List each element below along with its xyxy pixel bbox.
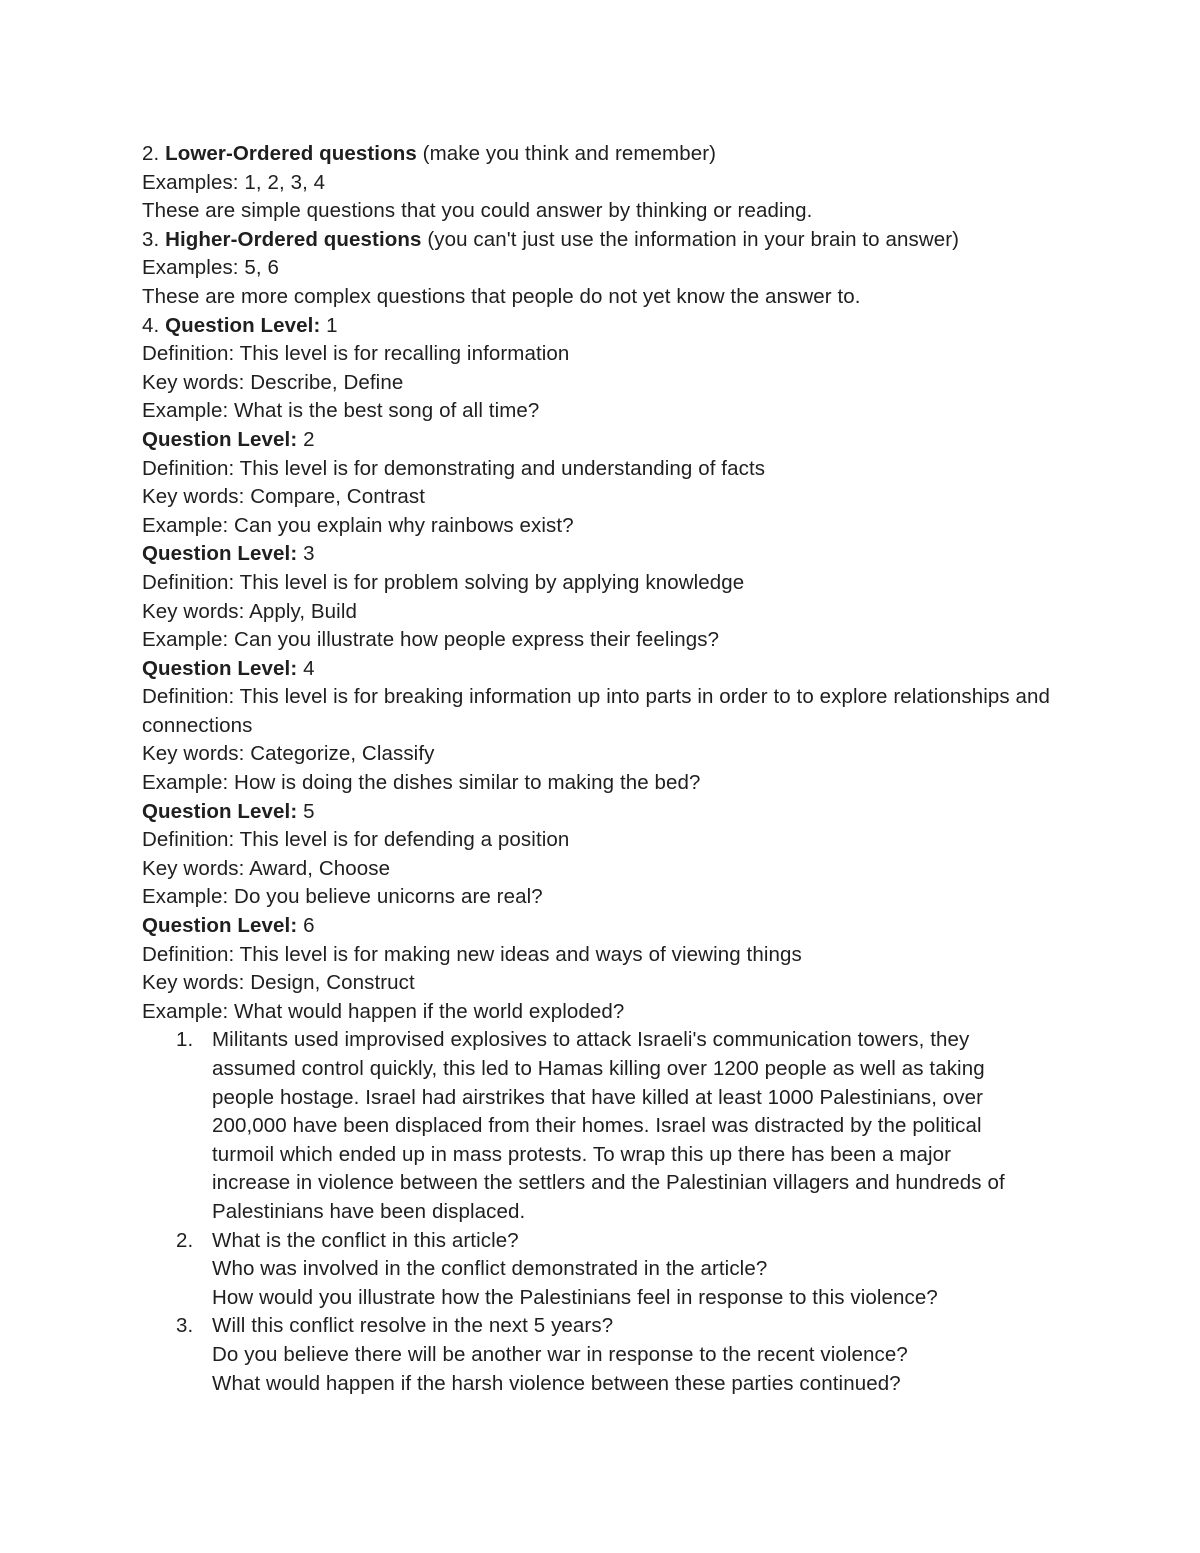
answer-line: How would you illustrate how the Palestinians feel in response to this violence? (212, 1285, 938, 1309)
higher-ordered-examples: Examples: 5, 6 (142, 256, 279, 280)
answer-line: increase in violence between the settlers and the Palestinian villagers and hundreds of (212, 1171, 1005, 1195)
section-title: Higher-Ordered questions (165, 227, 422, 251)
section-note: (make you think and remember) (422, 142, 717, 165)
list-number: 1. (176, 1028, 194, 1052)
question-level-label: Question Level: (142, 427, 298, 451)
level-keywords: Key words: Award, Choose (142, 856, 391, 880)
section-title: Lower-Ordered questions (165, 142, 417, 165)
level-keywords: Key words: Compare, Contrast (142, 485, 426, 509)
question-level-block (142, 798, 1062, 912)
answer-line: people hostage. Israel had airstrikes that have killed at least 1000 Palestinians, over (212, 1085, 984, 1109)
question-level-value: 3 (303, 542, 315, 566)
answer-item (142, 1227, 1062, 1313)
question-level-heading (142, 912, 1062, 941)
document-body (142, 140, 1062, 1398)
level-example: Example: Can you illustrate how people express their feelings? (142, 628, 720, 652)
answer-line: 200,000 have been displaced from their homes. Israel was distracted by the political (212, 1114, 982, 1138)
lower-ordered-heading (142, 140, 1062, 169)
higher-ordered-heading (142, 226, 1062, 255)
higher-ordered-description: These are more complex questions that people do not yet know the answer to. (142, 284, 861, 308)
answer-line: Militants used improvised explosives to attack Israeli's communication towers, they (212, 1028, 970, 1052)
level-keywords: Key words: Describe, Define (142, 370, 404, 394)
question-level-heading (142, 426, 1062, 455)
question-level-label: Question Level: (142, 914, 298, 938)
level-definition: Definition: This level is for defending a position (142, 828, 570, 852)
answer-line: Will this conflict resolve in the next 5 years? (212, 1314, 614, 1338)
question-level-label: Question Level: (165, 313, 321, 337)
question-level-value: 1 (326, 313, 338, 337)
question-level-value: 4 (303, 656, 315, 680)
lower-ordered-description: These are simple questions that you could answer by thinking or reading. (142, 199, 813, 223)
question-level-value: 2 (303, 427, 315, 451)
lower-ordered-section (142, 140, 1062, 226)
answer-line: What would happen if the harsh violence between these parties continued? (212, 1371, 901, 1395)
level-keywords: Key words: Apply, Build (142, 599, 357, 623)
answer-line: What is the conflict in this article? (212, 1228, 519, 1252)
section-note: (you can't just use the information in your brain to answer) (427, 227, 960, 251)
question-level-heading (142, 312, 1062, 341)
question-level-heading (142, 655, 1062, 684)
answer-item (142, 1026, 1062, 1226)
answers-list (142, 1026, 1062, 1398)
level-example: Example: How is doing the dishes similar to making the bed? (142, 771, 701, 795)
question-level-label: Question Level: (142, 799, 298, 823)
section-number: 2. (142, 142, 160, 165)
level-keywords: Key words: Design, Construct (142, 971, 415, 995)
level-example: Example: What would happen if the world exploded? (142, 999, 625, 1023)
question-level-value: 5 (303, 799, 315, 823)
question-level-label: Question Level: (142, 542, 298, 566)
question-level-block (142, 912, 1062, 1026)
higher-ordered-section (142, 226, 1062, 312)
question-level-block (142, 312, 1062, 426)
level-definition: Definition: This level is for demonstrating and understanding of facts (142, 456, 766, 480)
question-level-block (142, 655, 1062, 798)
answer-line: assumed control quickly, this led to Hamas killing over 1200 people as well as taking (212, 1057, 985, 1080)
level-definition: Definition: This level is for making new ideas and ways of viewing things (142, 942, 802, 966)
section-number: 3. (142, 227, 160, 251)
level-keywords: Key words: Categorize, Classify (142, 742, 435, 766)
section-number: 4. (142, 313, 160, 337)
answer-line: Palestinians have been displaced. (212, 1199, 526, 1223)
level-definition: Definition: This level is for breaking information up into parts in order to to explore relationships and connections (142, 685, 1051, 737)
level-example: Example: What is the best song of all time? (142, 399, 540, 423)
level-definition: Definition: This level is for problem solving by applying knowledge (142, 570, 745, 594)
level-example: Example: Can you explain why rainbows exist? (142, 513, 574, 537)
answer-line: Do you believe there will be another war in response to the recent violence? (212, 1342, 908, 1366)
question-level-heading (142, 798, 1062, 827)
list-number: 2. (176, 1228, 194, 1252)
question-level-value: 6 (303, 914, 315, 938)
question-level-heading (142, 540, 1062, 569)
answer-line: Who was involved in the conflict demonstrated in the article? (212, 1257, 768, 1281)
list-number: 3. (176, 1314, 194, 1338)
question-level-block (142, 540, 1062, 654)
lower-ordered-examples: Examples: 1, 2, 3, 4 (142, 170, 326, 194)
question-levels-section (142, 312, 1062, 1027)
answer-item (142, 1312, 1062, 1398)
answer-line: turmoil which ended up in mass protests. To wrap this up there has been a major (212, 1142, 952, 1166)
question-level-block (142, 426, 1062, 540)
level-example: Example: Do you believe unicorns are real? (142, 885, 543, 909)
question-level-label: Question Level: (142, 656, 298, 680)
level-definition: Definition: This level is for recalling information (142, 342, 570, 366)
